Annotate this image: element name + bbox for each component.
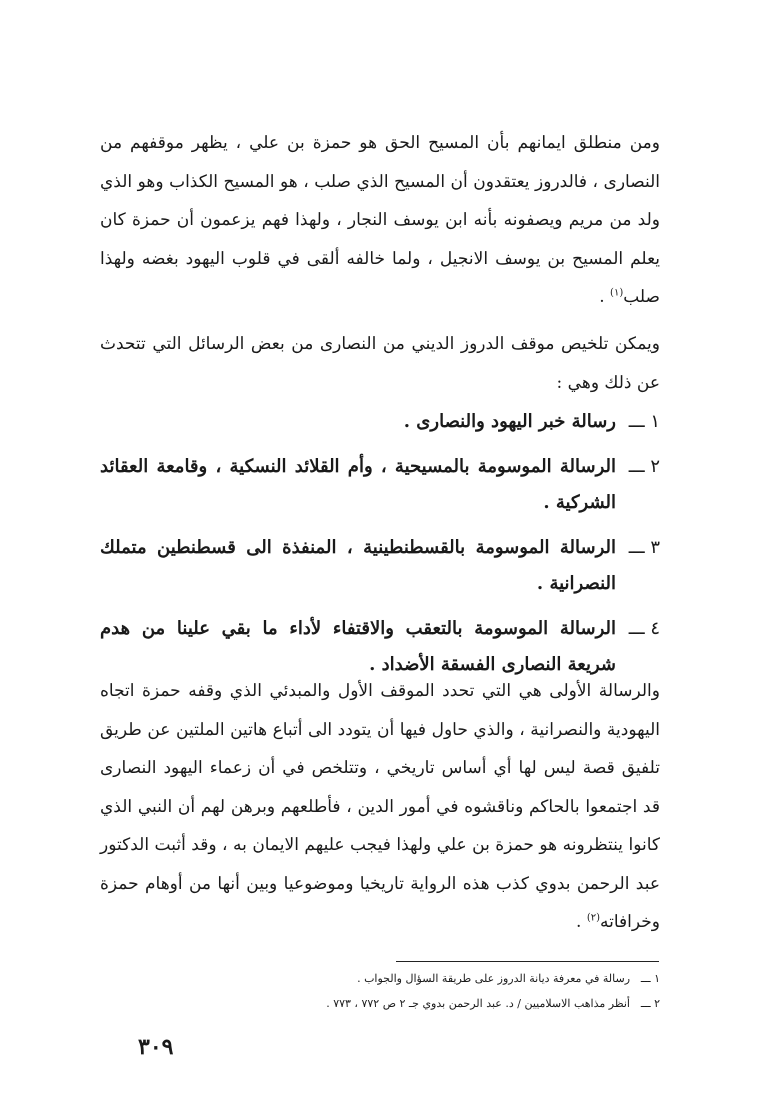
footnote-divider [396,961,659,962]
footnote-ref-2: (٢) [586,912,601,924]
footnotes [240,966,660,1016]
list-item-number: ٢ ـــ [628,456,660,477]
paragraph-1-text: ومن منطلق ايمانهم بأن المسيح الحق هو حمزة بن علي ، يظهر موقفهم من النصارى ، فالدروز يعتقدون أن المسيح الذي صلب ، هو المسيح الكذاب وهو الذي ولد من مريم ويصفونه بأنه ابن يوسف النجار ، ولهذا فهم يزعمون أن حمزة كان يعلم المسيح بن يوسف الانجيل ، ولما خالفه ألقى في قلوب اليهود بغضه ولهذا صلب [100,133,660,307]
footnote-text: أنظر مذاهب الاسلاميين / د. عبد الرحمن بدوي جـ ٢ ص ٧٧٢ ، ٧٧٣ . [326,997,630,1010]
paragraph-2-text: ويمكن تلخيص موقف الدروز الديني من النصارى من بعض الرسائل التي تتحدث عن ذلك وهي : [100,334,660,393]
footnote-number: ٢ ـــ [640,997,660,1010]
list-item-number: ١ ـــ [628,411,660,432]
footnote-item [240,991,660,1016]
list-item-number: ٤ ـــ [628,618,660,639]
list-item-text: الرسالة الموسومة بالتعقب والاقتفاء لأداء ما بقي علينا من هدم شريعة النصارى الفسقة الأضداد . [100,618,616,675]
list-item-text: رسالة خبر اليهود والنصارى . [403,411,616,432]
page-number: ٣٠٩ [138,1034,174,1060]
list-item-number: ٣ ـــ [628,537,660,558]
paragraph-1-end: . [599,287,611,307]
list-item [100,404,660,440]
footnote-item [240,966,660,991]
list-item-text: الرسالة الموسومة بالقسطنطينية ، المنفذة الى قسطنطين متملك النصرانية . [100,537,616,594]
footnote-text: رسالة في معرفة ديانة الدروز على طريقة السؤال والجواب . [357,972,630,985]
paragraph-3-text: والرسالة الأولى هي التي تحدد الموقف الأول والمبدئي الذي وقفه حمزة اتجاه اليهودية والنصرانية ، والذي حاول فيها أن يتودد الى أتباع هاتين الملتين عن طريق تلفيق قصة ليس لها أي أساس تاريخي ، وتتلخص في أن زعماء اليهود النصارى قد اجتمعوا بالحاكم وناقشوه في أمور الدين ، فأطلعهم وبرهن لهم أن النبي الذي كانوا ينتظرونه هو حمزة بن علي ولهذا فيجب عليهم الايمان به ، وقد أثبت الدكتور عبد الرحمن بدوي كذب هذه الرواية تاريخيا وموضوعيا وبين أنها من أوهام حمزة وخرافاته [100,681,660,932]
list-item [100,530,660,602]
paragraph-2 [100,325,660,402]
list-item [100,449,660,521]
paragraph-1 [100,124,660,317]
paragraph-3-end: . [576,912,587,932]
epistles-list [100,404,660,692]
footnote-number: ١ ـــ [640,972,660,985]
footnote-ref-1: (١) [610,287,624,299]
paragraph-3 [100,672,660,942]
list-item-text: الرسالة الموسومة بالمسيحية ، وأم القلائد النسكية ، وقامعة العقائد الشركية . [100,456,616,513]
